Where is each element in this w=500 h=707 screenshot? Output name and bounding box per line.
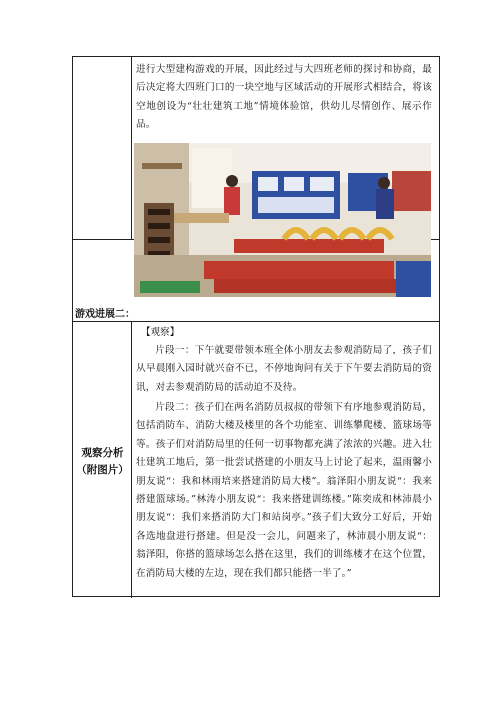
row-divider	[73, 321, 439, 322]
side-label-line2: （附图片）	[76, 464, 129, 476]
record-table	[72, 56, 440, 597]
observation-paragraph-2: 片段二：孩子们在两名消防员叔叔的带领下有序地参观消防局，包括消防车、消防大楼及楼里的各个功能室、训练攀爬楼、篮球场等等。孩子们对消防局里的任何一切事物都充满了浓浓的兴趣。进入壮壮建筑工地后，第一批尝试搭建的小朋友马上讨论了起来，温雨馨小朋友说“：我和林雨培来搭建消防局大楼”。翁泽阳小朋友说“：我来搭建篮球场。”林涛小朋友说“：我来搭建训练楼。”陈奕成和林沛晨小朋友说“：我们来搭消防大门和站岗亭。”孩子们大致分工好后，开始各选地盘进行搭建。但是没一会儿，问题来了，林沛晨小朋友说“：翁泽阳，你搭的篮球场怎么搭在这里，我们的训练楼才在这个位置，在消防局大楼的左边，现在我们都只能搭一半了。”	[136, 402, 432, 579]
side-label-line1: 观察分析	[81, 447, 124, 459]
column-divider	[131, 57, 132, 239]
building-site-photo	[134, 143, 431, 297]
observation-side-label	[73, 445, 132, 479]
classroom-photo-illustration	[134, 143, 431, 297]
observation-paragraph-1: 片段一：下午就要带领本班全体小朋友去参观消防局了，孩子们从早晨刚入园时就兴奋不已，不停地询问有关于下午要去消防局的资讯，对去参观消防局的活动迫不及待。	[136, 345, 432, 393]
intro-paragraph: 进行大型建构游戏的开展，因此经过与大四班老师的探讨和协商，最后决定将大四班门口的一块空地与区域活动的开展形式相结合，将该空地创设为“壮壮建筑工地”情境体验馆，供幼儿尽情创作、展示作品。	[136, 64, 432, 131]
observation-title: 【观察】	[141, 327, 180, 338]
progress-row-label: 游戏进展二：	[75, 309, 135, 320]
